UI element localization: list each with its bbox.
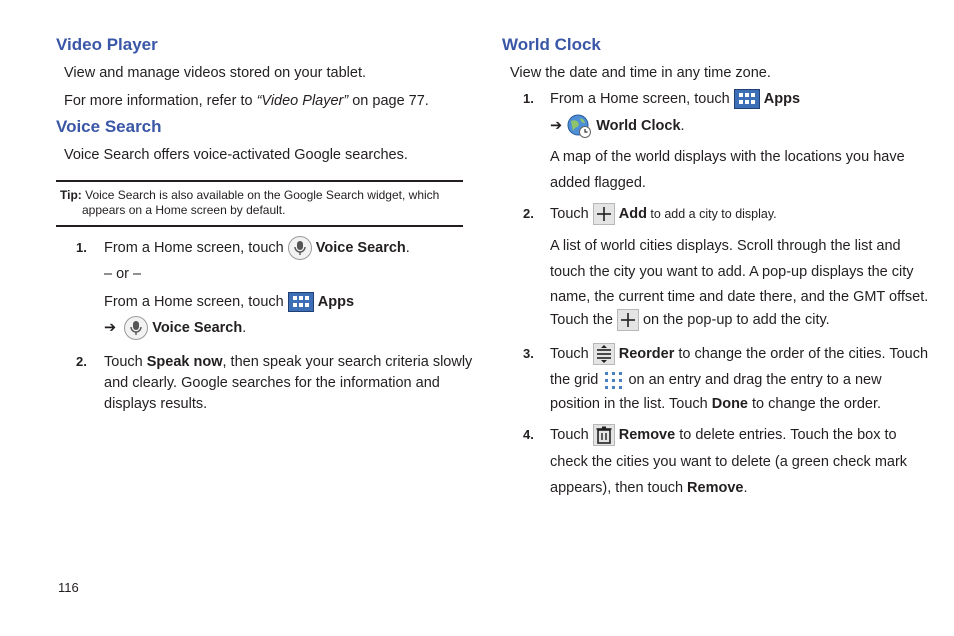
step-text: position in the list. Touch: [550, 396, 712, 412]
microphone-icon: [288, 236, 312, 260]
voice-step-2: [104, 352, 472, 415]
reference-suffix: on page 77.: [348, 93, 429, 109]
step-text: touch the city you want to add. A pop-up displays the city: [550, 263, 914, 280]
step-text: on an entry and drag the entry to a new: [628, 372, 882, 388]
step-text: on the pop-up to add the city.: [642, 312, 830, 328]
video-player-heading: Video Player: [56, 35, 158, 54]
step-text: A map of the world displays with the locations you have: [550, 149, 905, 165]
clock-step-2-line-a: [550, 202, 777, 226]
step-text: the grid: [550, 372, 603, 388]
voice-search-heading: Voice Search: [56, 117, 162, 136]
arrow-icon: ➔: [104, 320, 117, 336]
reference-prefix: For more information, refer to: [64, 93, 257, 109]
step-number: 1.: [76, 240, 87, 255]
clock-step-2-line-d: [550, 308, 830, 332]
clock-step-1-line-a: [550, 87, 800, 111]
clock-step-4-line-a: [550, 423, 897, 447]
clock-step-3-line-b: [550, 368, 882, 392]
apps-label: Apps: [763, 91, 801, 107]
voice-search-label: Voice Search: [315, 240, 406, 256]
tip-label: Tip:: [60, 188, 82, 202]
clock-step-3-line-c: [550, 395, 881, 413]
reorder-icon: [593, 343, 615, 365]
step-number: 2.: [523, 206, 534, 221]
punctuation: .: [242, 320, 247, 336]
step-number: 4.: [523, 427, 534, 442]
step-text: A list of world cities displays. Scroll through the list and: [550, 238, 901, 254]
clock-step-1-result: [550, 145, 905, 196]
microphone-icon: [124, 316, 148, 340]
punctuation: .: [743, 479, 748, 496]
step-text: From a Home screen, touch: [104, 294, 288, 310]
step-text: to delete entries. Touch the box to: [675, 427, 897, 443]
step-text: Touch the: [550, 312, 617, 328]
step-text: Touch: [550, 206, 593, 222]
step-text: to change the order of the cities. Touch: [674, 346, 929, 362]
step-text: Touch: [104, 354, 147, 370]
step-text: appears), then touch: [550, 479, 688, 496]
step-text: to add a city to display.: [646, 207, 777, 221]
arrow-icon: ➔: [550, 117, 563, 134]
tip-line-2: appears on a Home screen by default.: [82, 203, 286, 217]
step-text: added flagged.: [550, 174, 646, 191]
step-text: From a Home screen, touch: [104, 240, 288, 256]
step-text: From a Home screen, touch: [550, 91, 734, 107]
video-player-reference-link[interactable]: “Video Player”: [256, 93, 349, 109]
step-number: 2.: [76, 354, 87, 369]
step-text: and clearly. Google searches for the information and: [104, 375, 440, 391]
step-number: 3.: [523, 346, 534, 361]
voice-search-description: Voice Search offers voice-activated Google searches.: [64, 147, 408, 163]
step-text: displays results.: [104, 396, 208, 412]
step-text: Touch: [550, 346, 593, 362]
apps-grid-icon: [288, 292, 314, 312]
voice-search-label: Voice Search: [152, 320, 243, 336]
tip-line-1: [60, 188, 439, 203]
step-text: name, the current time and date there, and the GMT offset.: [550, 289, 929, 305]
world-clock-heading: World Clock: [502, 35, 601, 54]
step-text: , then speak your search criteria slowly: [222, 354, 473, 370]
step-text: to change the order.: [748, 396, 882, 412]
step-text: check the cities you want to delete (a green check mark: [550, 454, 908, 470]
remove-label: Remove: [618, 427, 676, 443]
add-plus-icon: [593, 203, 615, 225]
punctuation: .: [405, 240, 410, 256]
add-label: Add: [618, 206, 647, 222]
tip-bottom-rule: [56, 225, 463, 227]
tip-top-rule: [56, 180, 463, 182]
step-text: Touch: [550, 427, 593, 443]
clock-step-2-result: [550, 234, 928, 311]
drag-grid-icon: [602, 369, 624, 391]
world-clock-label: World Clock: [596, 117, 681, 134]
clock-step-1-line-b: [550, 113, 685, 139]
video-player-description: View and manage videos stored on your tablet.: [64, 65, 367, 81]
clock-step-3-line-a: [550, 342, 928, 366]
voice-step-1-line-b: [104, 290, 354, 314]
apps-label: Apps: [317, 294, 355, 310]
remove-label: Remove: [687, 479, 744, 496]
world-clock-description: View the date and time in any time zone.: [510, 65, 771, 81]
add-plus-icon: [617, 309, 639, 331]
reorder-label: Reorder: [618, 346, 675, 362]
tip-text-1: Voice Search is also available on the Google Search widget, which: [81, 188, 440, 202]
video-player-reference: [64, 92, 429, 110]
punctuation: .: [680, 117, 685, 134]
apps-grid-icon: [734, 89, 760, 109]
voice-step-1-line-a: [104, 236, 410, 260]
done-label: Done: [711, 396, 748, 412]
or-separator: – or –: [104, 266, 142, 282]
speak-now-label: Speak now: [146, 354, 223, 370]
trash-icon: [593, 424, 615, 446]
page-number: 116: [58, 580, 79, 595]
voice-step-1-line-c: [104, 316, 246, 340]
world-clock-globe-icon: [566, 113, 592, 139]
step-number: 1.: [523, 91, 534, 106]
clock-step-4-rest: [550, 450, 907, 501]
